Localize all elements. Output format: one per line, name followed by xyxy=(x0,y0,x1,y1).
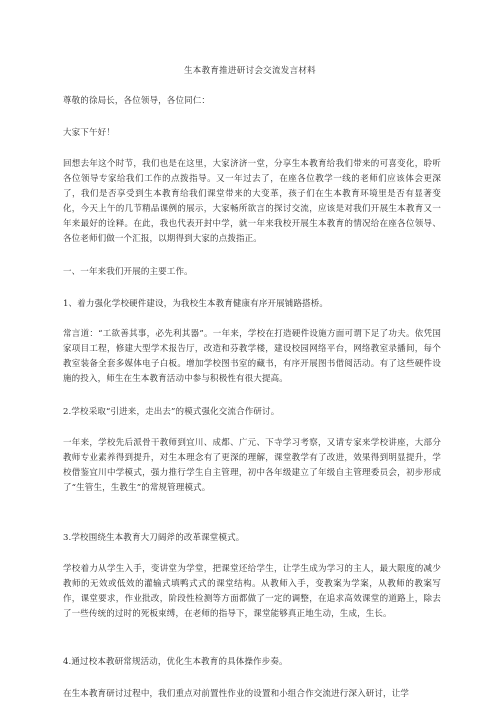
intro-paragraph: 回想去年这个时节，我们也是在这里，大家济济一堂，分享生本教育给我们带来的可喜变化，聆听各位领导专家给我们工作的点拨指导。又一年过去了，在座各位教学一线的老师们应该体会更深了，我们是否享受到生本教育给我们课堂带来的大变革，孩子们在生本教育环境里是否有显著变化，今天上午的几节精品课例的展示，大家畅所欲言的探讨交流，应该是对我们开展生本教育又一年来最好的诠释。在此，我也代表开封中学，就一年来我校开展生本教育的情况给在座各位领导、各位老师们做一个汇报，以期得到大家的点拨指正。 xyxy=(63,159,441,244)
salutation: 尊敬的徐局长，各位领导，各位同仁： xyxy=(63,96,211,106)
paragraph-2: 一年来，学校先后派骨干教师到宜川、成都、广元、下寺学习考察，又请专家来学校讲座，大部分教师专业素养得到提升，对生本理念有了更深的理解，课堂教学有了改进，效果得到明显提升，学校借鉴宜川中学模式，强力推行学生自主管理，初中各年级建立了年级自主管理委员会，初步形成了“生管生，生教生”的常规管理模式。 xyxy=(63,438,441,493)
section-heading-1: 一、一年来我们开展的主要工作。 xyxy=(63,267,193,277)
subheading-4: 4.通过校本教研常规活动，优化生本教育的具体操作步奏。 xyxy=(63,657,288,667)
subheading-1: 1、着力强化学校硬件建设，为我校生本教育健康有序开展铺路搭桥。 xyxy=(63,299,329,309)
paragraph-4: 在生本教育研讨过程中，我们重点对前置性作业的设置和小组合作交流进行深入研讨，让学 xyxy=(63,689,410,699)
paragraph-3: 学校着力从学生入手，变讲堂为学堂，把课堂还给学生，让学生成为学习的主人，最大限度的减少教师的无效或低效的灌输式填鸭式式的课堂结构。从教师入手，变教案为学案，从教师的教案写作，课堂要求，作业批改，阶段性检测等方面都做了一定的调整，在追求高效课堂的道路上，除去了一些传统的过时的死板束缚，在老师的指导下，课堂能够真正地生动，生成，生长。 xyxy=(63,564,441,619)
subheading-3: 3.学校围绕生本教育大刀阔斧的改革课堂模式。 xyxy=(63,533,245,543)
subheading-2: 2.学校采取“引进来，走出去”的模式强化交流合作研讨。 xyxy=(63,407,280,417)
greeting: 大家下午好！ xyxy=(63,128,115,138)
document-title: 生本教育推进研讨会交流发言材料 xyxy=(183,66,316,76)
paragraph-1: 常言道：“工欲善其事，必先利其器”。一年来，学校在打造硬件设施方面可谓下足了功夫。依凭国家项目工程，修建大型学术报告厅，改造和芬教学楼，建设校园网络平台，网络教室录播间，每个教室装备全套多媒体电子白板。增加学校图书室的藏书，有序开展图书借阅活动。有了这些硬件设施的投入，师生在生本教育活动中参与积极性有很大提高。 xyxy=(63,329,441,384)
